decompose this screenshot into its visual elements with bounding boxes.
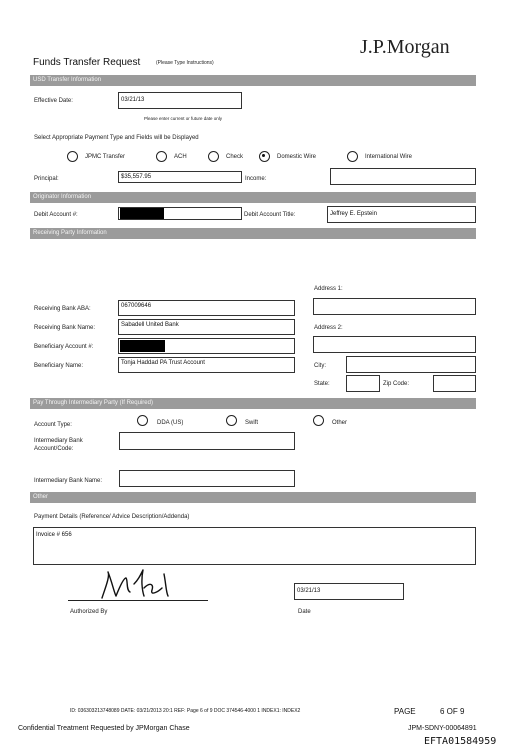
payment-type-instruction: Select Appropriate Payment Type and Fields will be Displayed <box>34 135 199 141</box>
city-label: City: <box>314 363 326 369</box>
radio-label-domestic-wire: Domestic Wire <box>277 154 317 160</box>
address1-field[interactable] <box>313 298 476 315</box>
account-type-label: Account Type: <box>34 422 72 428</box>
radio-dda-us[interactable] <box>137 415 148 426</box>
intermediary-bank-name-field[interactable] <box>119 470 295 487</box>
radio-label-other: Other <box>332 420 348 426</box>
section-other: Other <box>30 492 476 503</box>
effective-date-hint: Please enter current or future date only <box>144 116 223 121</box>
radio-label-international-wire: International Wire <box>365 154 413 160</box>
radio-label-check: Check <box>226 154 244 160</box>
radio-ach[interactable] <box>156 151 167 162</box>
address2-label: Address 2: <box>314 325 343 331</box>
state-field[interactable] <box>346 375 380 392</box>
bates-number: JPM-SDNY-00064891 <box>408 725 477 732</box>
payment-details-label: Payment Details (Reference/ Advice Description/Addenda) <box>34 514 190 520</box>
radio-label-ach: ACH <box>174 154 187 160</box>
signature-date-label: Date <box>298 609 311 615</box>
debit-account-label: Debit Account #: <box>34 212 78 218</box>
radio-other[interactable] <box>313 415 324 426</box>
section-originator: Originator Information <box>30 192 476 203</box>
radio-international-wire[interactable] <box>347 151 358 162</box>
beneficiary-name-field[interactable]: Tonja Haddad PA Trust Account <box>118 357 295 373</box>
confidential-notice: Confidential Treatment Requested by JPMorgan Chase <box>18 725 190 732</box>
receiving-bank-aba-field[interactable]: 067009646 <box>118 300 295 316</box>
authorized-by-line <box>68 600 208 601</box>
beneficiary-account-redaction <box>120 340 165 352</box>
zip-field[interactable] <box>433 375 476 392</box>
beneficiary-name-label: Beneficiary Name: <box>34 363 84 369</box>
income-label: Income: <box>245 176 267 182</box>
section-usd-transfer: USD Transfer Information <box>30 75 476 86</box>
receiving-bank-name-field[interactable]: Sabadell United Bank <box>118 319 295 335</box>
authorized-by-label: Authorized By <box>70 609 108 615</box>
signature-date-field[interactable]: 03/21/13 <box>294 583 404 600</box>
radio-swift[interactable] <box>226 415 237 426</box>
scan-index-line: ID: 036303213748089 DATE: 03/21/2013 20:1 REF: Page 6 of 9 DOC 374546-4000 1 INDEX1: INDEX2 <box>70 708 301 714</box>
form-title: Funds Transfer Request <box>33 57 141 68</box>
jpmorgan-logo: J.P.Morgan <box>360 36 450 58</box>
city-field[interactable] <box>346 356 476 373</box>
page-number: 6 OF 9 <box>440 707 465 716</box>
radio-check[interactable] <box>208 151 219 162</box>
intermediary-bank-account-label: Intermediary Bank Account/Code: <box>34 438 83 452</box>
effective-date-label: Effective Date: <box>34 98 73 104</box>
receiving-bank-aba-label: Receiving Bank ABA: <box>34 306 91 312</box>
payment-details-field[interactable]: Invoice # 656 <box>33 527 476 565</box>
receiving-bank-name-label: Receiving Bank Name: <box>34 325 96 331</box>
effective-date-field[interactable]: 03/21/13 <box>118 92 242 109</box>
radio-label-dda-us: DDA (US) <box>157 420 184 426</box>
radio-label-jpmc-transfer: JPMC Transfer <box>85 154 126 160</box>
income-field[interactable] <box>330 168 476 185</box>
section-receiving-party: Receiving Party Information <box>30 228 476 239</box>
beneficiary-account-label: Beneficiary Account #: <box>34 344 94 350</box>
principal-label: Principal: <box>34 176 59 182</box>
zip-label: Zip Code: <box>383 381 410 387</box>
radio-label-swift: Swift <box>245 420 259 426</box>
page-label: PAGE <box>394 707 416 716</box>
debit-account-title-label: Debit Account Title: <box>244 212 296 218</box>
intermediary-bank-name-label: Intermediary Bank Name: <box>34 478 103 484</box>
debit-account-title-field[interactable]: Jeffrey E. Epstein <box>327 206 476 223</box>
radio-domestic-wire[interactable] <box>259 151 270 162</box>
address1-label: Address 1: <box>314 286 343 292</box>
section-intermediary: Pay Through Intermediary Party (If Required) <box>30 398 476 409</box>
address2-field[interactable] <box>313 336 476 353</box>
debit-account-redaction <box>120 208 164 219</box>
efta-number: EFTA01584959 <box>424 736 497 747</box>
radio-jpmc-transfer[interactable] <box>67 151 78 162</box>
state-label: State: <box>314 381 330 387</box>
form-subtitle: (Please Type Instructions) <box>156 60 214 66</box>
principal-field[interactable]: $35,557.95 <box>118 171 242 183</box>
intermediary-bank-account-field[interactable] <box>119 432 295 450</box>
